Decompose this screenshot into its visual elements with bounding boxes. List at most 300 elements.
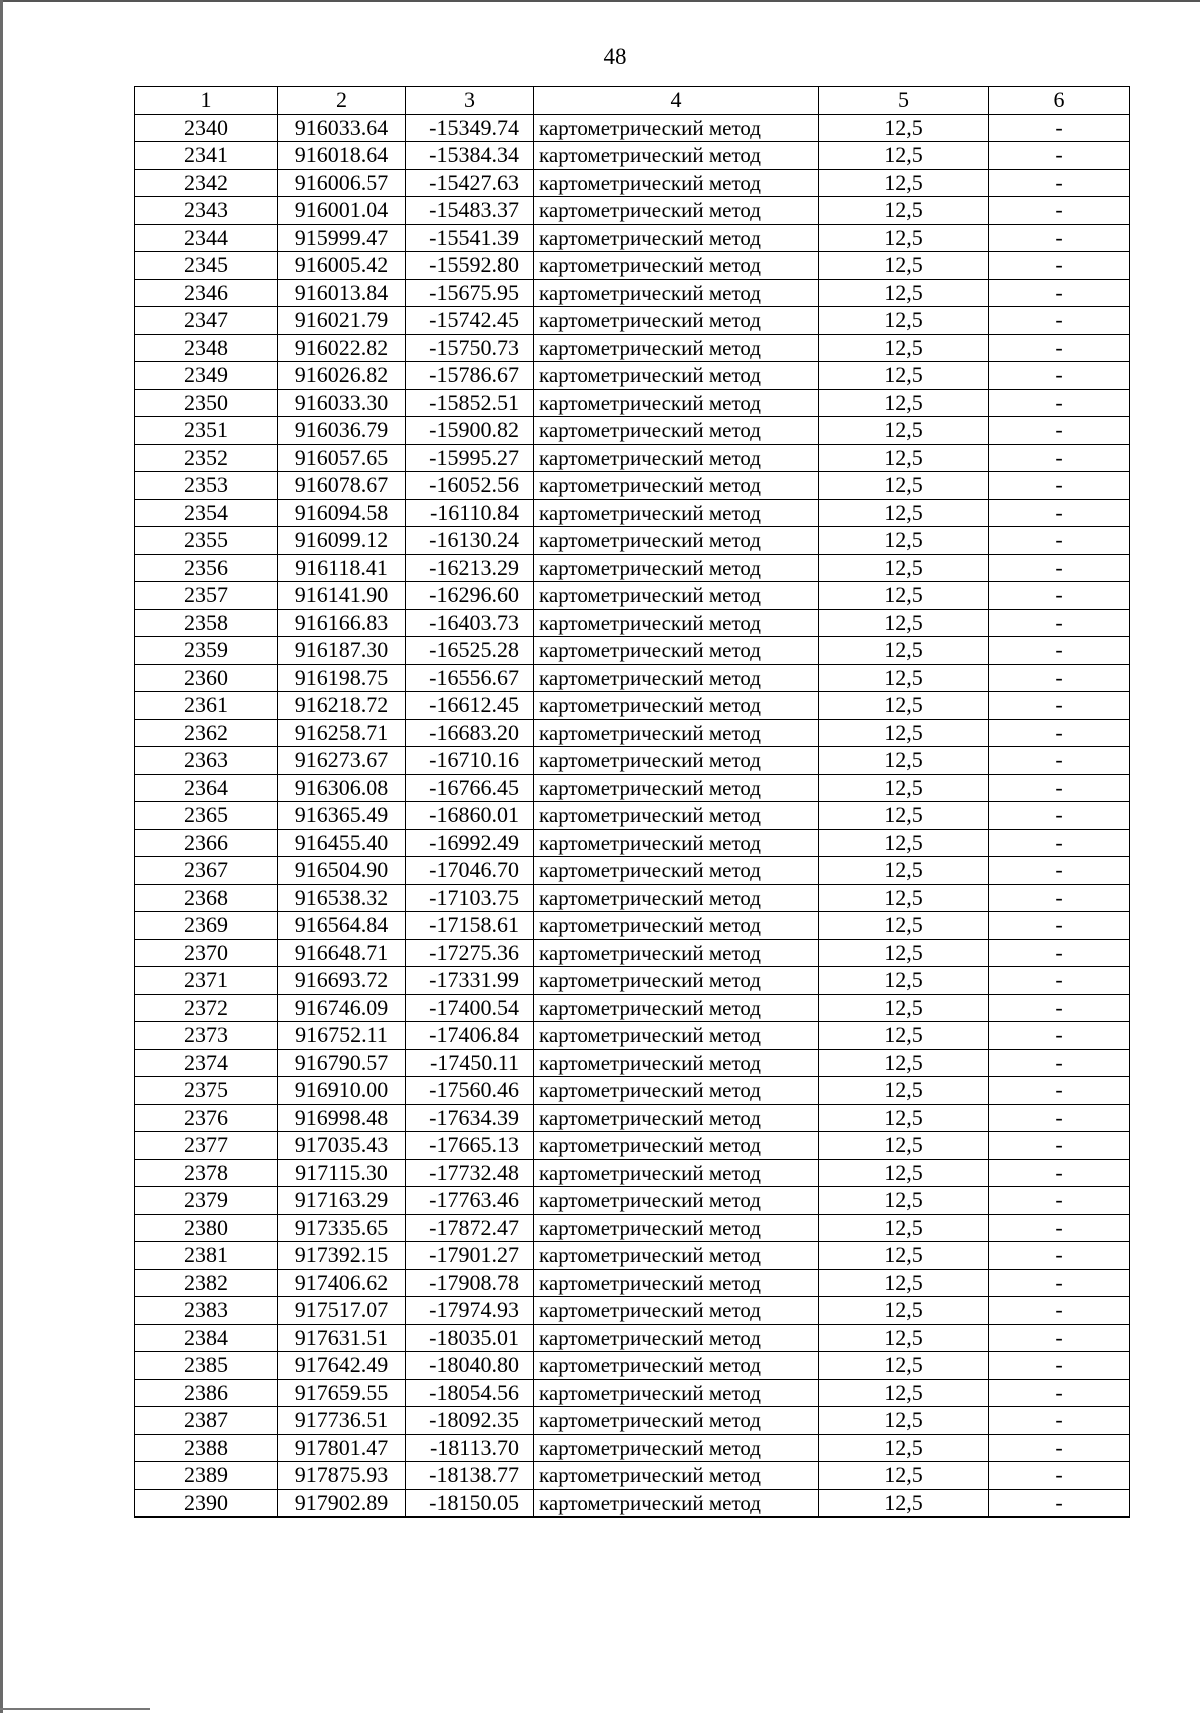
note-cell: - bbox=[989, 1022, 1130, 1050]
note-cell: - bbox=[989, 554, 1130, 582]
note-cell: - bbox=[989, 802, 1130, 830]
table-row bbox=[135, 912, 1130, 940]
method-cell: картометрический метод bbox=[534, 499, 819, 527]
x-coordinate-cell: 916998.48 bbox=[278, 1104, 406, 1132]
y-coordinate-cell: -17634.39 bbox=[406, 1104, 534, 1132]
x-coordinate-cell: 916166.83 bbox=[278, 609, 406, 637]
page-number: 48 bbox=[603, 44, 627, 69]
accuracy-cell: 12,5 bbox=[819, 1132, 989, 1160]
note-cell: - bbox=[989, 1434, 1130, 1462]
method-cell: картометрический метод bbox=[534, 1132, 819, 1160]
x-coordinate-cell: 916018.64 bbox=[278, 142, 406, 170]
scan-edge-bottom bbox=[0, 1708, 150, 1710]
method-cell: картометрический метод bbox=[534, 582, 819, 610]
accuracy-cell: 12,5 bbox=[819, 912, 989, 940]
y-coordinate-cell: -17665.13 bbox=[406, 1132, 534, 1160]
method-cell: картометрический метод bbox=[534, 279, 819, 307]
note-cell: - bbox=[989, 1462, 1130, 1490]
method-cell: картометрический метод bbox=[534, 1407, 819, 1435]
table-row bbox=[135, 1077, 1130, 1105]
accuracy-cell: 12,5 bbox=[819, 1379, 989, 1407]
x-coordinate-cell: 916006.57 bbox=[278, 169, 406, 197]
accuracy-cell: 12,5 bbox=[819, 884, 989, 912]
point-number-cell: 2344 bbox=[135, 224, 278, 252]
table-row bbox=[135, 967, 1130, 995]
accuracy-cell: 12,5 bbox=[819, 1159, 989, 1187]
table-row bbox=[135, 1489, 1130, 1517]
method-cell: картометрический метод bbox=[534, 1269, 819, 1297]
y-coordinate-cell: -16556.67 bbox=[406, 664, 534, 692]
note-cell: - bbox=[989, 1297, 1130, 1325]
y-coordinate-cell: -17450.11 bbox=[406, 1049, 534, 1077]
note-cell: - bbox=[989, 1407, 1130, 1435]
note-cell: - bbox=[989, 197, 1130, 225]
accuracy-cell: 12,5 bbox=[819, 224, 989, 252]
accuracy-cell: 12,5 bbox=[819, 1462, 989, 1490]
x-coordinate-cell: 917875.93 bbox=[278, 1462, 406, 1490]
y-coordinate-cell: -17974.93 bbox=[406, 1297, 534, 1325]
accuracy-cell: 12,5 bbox=[819, 747, 989, 775]
accuracy-cell: 12,5 bbox=[819, 582, 989, 610]
method-cell: картометрический метод bbox=[534, 114, 819, 142]
accuracy-cell: 12,5 bbox=[819, 1489, 989, 1517]
accuracy-cell: 12,5 bbox=[819, 774, 989, 802]
method-cell: картометрический метод bbox=[534, 1104, 819, 1132]
table-row bbox=[135, 417, 1130, 445]
method-cell: картометрический метод bbox=[534, 197, 819, 225]
y-coordinate-cell: -15675.95 bbox=[406, 279, 534, 307]
y-coordinate-cell: -16710.16 bbox=[406, 747, 534, 775]
table-row bbox=[135, 444, 1130, 472]
y-coordinate-cell: -16992.49 bbox=[406, 829, 534, 857]
accuracy-cell: 12,5 bbox=[819, 994, 989, 1022]
x-coordinate-cell: 917642.49 bbox=[278, 1352, 406, 1380]
accuracy-cell: 12,5 bbox=[819, 252, 989, 280]
point-number-cell: 2373 bbox=[135, 1022, 278, 1050]
point-number-cell: 2359 bbox=[135, 637, 278, 665]
note-cell: - bbox=[989, 169, 1130, 197]
note-cell: - bbox=[989, 307, 1130, 335]
x-coordinate-cell: 917335.65 bbox=[278, 1214, 406, 1242]
y-coordinate-cell: -15900.82 bbox=[406, 417, 534, 445]
note-cell: - bbox=[989, 939, 1130, 967]
table-row bbox=[135, 692, 1130, 720]
accuracy-cell: 12,5 bbox=[819, 307, 989, 335]
table-row bbox=[135, 719, 1130, 747]
accuracy-cell: 12,5 bbox=[819, 719, 989, 747]
column-header-4: 4 bbox=[534, 87, 819, 115]
scan-edge-top bbox=[0, 0, 1200, 2]
method-cell: картометрический метод bbox=[534, 1352, 819, 1380]
point-number-cell: 2376 bbox=[135, 1104, 278, 1132]
table-row bbox=[135, 1462, 1130, 1490]
method-cell: картометрический метод bbox=[534, 389, 819, 417]
y-coordinate-cell: -17732.48 bbox=[406, 1159, 534, 1187]
note-cell: - bbox=[989, 912, 1130, 940]
point-number-cell: 2378 bbox=[135, 1159, 278, 1187]
accuracy-cell: 12,5 bbox=[819, 499, 989, 527]
method-cell: картометрический метод bbox=[534, 472, 819, 500]
x-coordinate-cell: 915999.47 bbox=[278, 224, 406, 252]
note-cell: - bbox=[989, 224, 1130, 252]
x-coordinate-cell: 917517.07 bbox=[278, 1297, 406, 1325]
note-cell: - bbox=[989, 1379, 1130, 1407]
x-coordinate-cell: 916746.09 bbox=[278, 994, 406, 1022]
table-row bbox=[135, 389, 1130, 417]
y-coordinate-cell: -17103.75 bbox=[406, 884, 534, 912]
x-coordinate-cell: 916099.12 bbox=[278, 527, 406, 555]
table-row bbox=[135, 1104, 1130, 1132]
table-row bbox=[135, 169, 1130, 197]
point-number-cell: 2350 bbox=[135, 389, 278, 417]
note-cell: - bbox=[989, 1489, 1130, 1517]
y-coordinate-cell: -16612.45 bbox=[406, 692, 534, 720]
method-cell: картометрический метод bbox=[534, 994, 819, 1022]
accuracy-cell: 12,5 bbox=[819, 114, 989, 142]
table-row bbox=[135, 554, 1130, 582]
x-coordinate-cell: 916005.42 bbox=[278, 252, 406, 280]
table-row bbox=[135, 747, 1130, 775]
table-row bbox=[135, 637, 1130, 665]
x-coordinate-cell: 916033.30 bbox=[278, 389, 406, 417]
x-coordinate-cell: 916057.65 bbox=[278, 444, 406, 472]
method-cell: картометрический метод bbox=[534, 1462, 819, 1490]
point-number-cell: 2379 bbox=[135, 1187, 278, 1215]
column-header-3: 3 bbox=[406, 87, 534, 115]
note-cell: - bbox=[989, 114, 1130, 142]
y-coordinate-cell: -16860.01 bbox=[406, 802, 534, 830]
point-number-cell: 2377 bbox=[135, 1132, 278, 1160]
y-coordinate-cell: -17275.36 bbox=[406, 939, 534, 967]
table-header bbox=[135, 87, 1130, 115]
table-row bbox=[135, 802, 1130, 830]
y-coordinate-cell: -17872.47 bbox=[406, 1214, 534, 1242]
method-cell: картометрический метод bbox=[534, 802, 819, 830]
point-number-cell: 2380 bbox=[135, 1214, 278, 1242]
note-cell: - bbox=[989, 1187, 1130, 1215]
note-cell: - bbox=[989, 142, 1130, 170]
y-coordinate-cell: -17158.61 bbox=[406, 912, 534, 940]
accuracy-cell: 12,5 bbox=[819, 1187, 989, 1215]
y-coordinate-cell: -18035.01 bbox=[406, 1324, 534, 1352]
accuracy-cell: 12,5 bbox=[819, 609, 989, 637]
method-cell: картометрический метод bbox=[534, 1489, 819, 1517]
point-number-cell: 2351 bbox=[135, 417, 278, 445]
y-coordinate-cell: -18054.56 bbox=[406, 1379, 534, 1407]
method-cell: картометрический метод bbox=[534, 334, 819, 362]
y-coordinate-cell: -15852.51 bbox=[406, 389, 534, 417]
method-cell: картометрический метод bbox=[534, 1022, 819, 1050]
y-coordinate-cell: -15786.67 bbox=[406, 362, 534, 390]
note-cell: - bbox=[989, 609, 1130, 637]
accuracy-cell: 12,5 bbox=[819, 1352, 989, 1380]
table-row bbox=[135, 1269, 1130, 1297]
method-cell: картометрический метод bbox=[534, 417, 819, 445]
table-row bbox=[135, 279, 1130, 307]
table-row bbox=[135, 774, 1130, 802]
table-body bbox=[135, 114, 1130, 1517]
y-coordinate-cell: -17331.99 bbox=[406, 967, 534, 995]
point-number-cell: 2390 bbox=[135, 1489, 278, 1517]
accuracy-cell: 12,5 bbox=[819, 802, 989, 830]
table-row bbox=[135, 829, 1130, 857]
y-coordinate-cell: -18138.77 bbox=[406, 1462, 534, 1490]
note-cell: - bbox=[989, 279, 1130, 307]
method-cell: картометрический метод bbox=[534, 1187, 819, 1215]
table-row bbox=[135, 1187, 1130, 1215]
note-cell: - bbox=[989, 1132, 1130, 1160]
method-cell: картометрический метод bbox=[534, 1049, 819, 1077]
method-cell: картометрический метод bbox=[534, 829, 819, 857]
method-cell: картометрический метод bbox=[534, 637, 819, 665]
x-coordinate-cell: 917163.29 bbox=[278, 1187, 406, 1215]
coordinates-table bbox=[134, 86, 1130, 1518]
x-coordinate-cell: 916538.32 bbox=[278, 884, 406, 912]
method-cell: картометрический метод bbox=[534, 362, 819, 390]
x-coordinate-cell: 916036.79 bbox=[278, 417, 406, 445]
method-cell: картометрический метод bbox=[534, 224, 819, 252]
point-number-cell: 2352 bbox=[135, 444, 278, 472]
accuracy-cell: 12,5 bbox=[819, 279, 989, 307]
note-cell: - bbox=[989, 884, 1130, 912]
x-coordinate-cell: 917659.55 bbox=[278, 1379, 406, 1407]
point-number-cell: 2361 bbox=[135, 692, 278, 720]
x-coordinate-cell: 916455.40 bbox=[278, 829, 406, 857]
point-number-cell: 2367 bbox=[135, 857, 278, 885]
accuracy-cell: 12,5 bbox=[819, 417, 989, 445]
method-cell: картометрический метод bbox=[534, 939, 819, 967]
table-row bbox=[135, 1214, 1130, 1242]
x-coordinate-cell: 916648.71 bbox=[278, 939, 406, 967]
y-coordinate-cell: -16403.73 bbox=[406, 609, 534, 637]
accuracy-cell: 12,5 bbox=[819, 554, 989, 582]
method-cell: картометрический метод bbox=[534, 1379, 819, 1407]
y-coordinate-cell: -16052.56 bbox=[406, 472, 534, 500]
x-coordinate-cell: 917902.89 bbox=[278, 1489, 406, 1517]
accuracy-cell: 12,5 bbox=[819, 362, 989, 390]
table-row bbox=[135, 1242, 1130, 1270]
table-row bbox=[135, 1132, 1130, 1160]
method-cell: картометрический метод bbox=[534, 719, 819, 747]
method-cell: картометрический метод bbox=[534, 1297, 819, 1325]
table-row bbox=[135, 884, 1130, 912]
y-coordinate-cell: -17763.46 bbox=[406, 1187, 534, 1215]
x-coordinate-cell: 916187.30 bbox=[278, 637, 406, 665]
point-number-cell: 2356 bbox=[135, 554, 278, 582]
table-row bbox=[135, 224, 1130, 252]
y-coordinate-cell: -17908.78 bbox=[406, 1269, 534, 1297]
method-cell: картометрический метод bbox=[534, 307, 819, 335]
note-cell: - bbox=[989, 994, 1130, 1022]
column-header-6: 6 bbox=[989, 87, 1130, 115]
x-coordinate-cell: 916141.90 bbox=[278, 582, 406, 610]
x-coordinate-cell: 916078.67 bbox=[278, 472, 406, 500]
method-cell: картометрический метод bbox=[534, 527, 819, 555]
point-number-cell: 2365 bbox=[135, 802, 278, 830]
table-row bbox=[135, 609, 1130, 637]
x-coordinate-cell: 916564.84 bbox=[278, 912, 406, 940]
accuracy-cell: 12,5 bbox=[819, 664, 989, 692]
accuracy-cell: 12,5 bbox=[819, 1324, 989, 1352]
accuracy-cell: 12,5 bbox=[819, 169, 989, 197]
x-coordinate-cell: 917115.30 bbox=[278, 1159, 406, 1187]
note-cell: - bbox=[989, 444, 1130, 472]
x-coordinate-cell: 917736.51 bbox=[278, 1407, 406, 1435]
method-cell: картометрический метод bbox=[534, 692, 819, 720]
x-coordinate-cell: 916026.82 bbox=[278, 362, 406, 390]
header-row bbox=[135, 87, 1130, 115]
table-row bbox=[135, 499, 1130, 527]
point-number-cell: 2362 bbox=[135, 719, 278, 747]
x-coordinate-cell: 917406.62 bbox=[278, 1269, 406, 1297]
accuracy-cell: 12,5 bbox=[819, 967, 989, 995]
method-cell: картометрический метод bbox=[534, 1077, 819, 1105]
y-coordinate-cell: -17400.54 bbox=[406, 994, 534, 1022]
note-cell: - bbox=[989, 334, 1130, 362]
accuracy-cell: 12,5 bbox=[819, 857, 989, 885]
accuracy-cell: 12,5 bbox=[819, 334, 989, 362]
note-cell: - bbox=[989, 1049, 1130, 1077]
method-cell: картометрический метод bbox=[534, 884, 819, 912]
y-coordinate-cell: -15427.63 bbox=[406, 169, 534, 197]
accuracy-cell: 12,5 bbox=[819, 527, 989, 555]
note-cell: - bbox=[989, 472, 1130, 500]
y-coordinate-cell: -15750.73 bbox=[406, 334, 534, 362]
table-row bbox=[135, 1049, 1130, 1077]
y-coordinate-cell: -15349.74 bbox=[406, 114, 534, 142]
column-header-1: 1 bbox=[135, 87, 278, 115]
point-number-cell: 2363 bbox=[135, 747, 278, 775]
note-cell: - bbox=[989, 857, 1130, 885]
method-cell: картометрический метод bbox=[534, 664, 819, 692]
scan-edge-left bbox=[0, 0, 3, 1713]
y-coordinate-cell: -17901.27 bbox=[406, 1242, 534, 1270]
note-cell: - bbox=[989, 1269, 1130, 1297]
x-coordinate-cell: 916910.00 bbox=[278, 1077, 406, 1105]
method-cell: картометрический метод bbox=[534, 142, 819, 170]
x-coordinate-cell: 916001.04 bbox=[278, 197, 406, 225]
column-header-2: 2 bbox=[278, 87, 406, 115]
note-cell: - bbox=[989, 1077, 1130, 1105]
point-number-cell: 2345 bbox=[135, 252, 278, 280]
point-number-cell: 2389 bbox=[135, 1462, 278, 1490]
y-coordinate-cell: -16213.29 bbox=[406, 554, 534, 582]
note-cell: - bbox=[989, 252, 1130, 280]
y-coordinate-cell: -16683.20 bbox=[406, 719, 534, 747]
accuracy-cell: 12,5 bbox=[819, 1242, 989, 1270]
x-coordinate-cell: 917392.15 bbox=[278, 1242, 406, 1270]
x-coordinate-cell: 916094.58 bbox=[278, 499, 406, 527]
x-coordinate-cell: 916365.49 bbox=[278, 802, 406, 830]
table-row bbox=[135, 994, 1130, 1022]
point-number-cell: 2340 bbox=[135, 114, 278, 142]
note-cell: - bbox=[989, 719, 1130, 747]
method-cell: картометрический метод bbox=[534, 554, 819, 582]
method-cell: картометрический метод bbox=[534, 912, 819, 940]
method-cell: картометрический метод bbox=[534, 747, 819, 775]
note-cell: - bbox=[989, 1159, 1130, 1187]
y-coordinate-cell: -15592.80 bbox=[406, 252, 534, 280]
y-coordinate-cell: -17406.84 bbox=[406, 1022, 534, 1050]
note-cell: - bbox=[989, 747, 1130, 775]
point-number-cell: 2355 bbox=[135, 527, 278, 555]
note-cell: - bbox=[989, 1104, 1130, 1132]
y-coordinate-cell: -16525.28 bbox=[406, 637, 534, 665]
method-cell: картометрический метод bbox=[534, 1214, 819, 1242]
note-cell: - bbox=[989, 362, 1130, 390]
point-number-cell: 2369 bbox=[135, 912, 278, 940]
accuracy-cell: 12,5 bbox=[819, 444, 989, 472]
method-cell: картометрический метод bbox=[534, 967, 819, 995]
note-cell: - bbox=[989, 417, 1130, 445]
table-row bbox=[135, 664, 1130, 692]
point-number-cell: 2343 bbox=[135, 197, 278, 225]
accuracy-cell: 12,5 bbox=[819, 142, 989, 170]
y-coordinate-cell: -17560.46 bbox=[406, 1077, 534, 1105]
point-number-cell: 2371 bbox=[135, 967, 278, 995]
table-row bbox=[135, 114, 1130, 142]
table-row bbox=[135, 1352, 1130, 1380]
method-cell: картометрический метод bbox=[534, 1159, 819, 1187]
point-number-cell: 2386 bbox=[135, 1379, 278, 1407]
table-row bbox=[135, 197, 1130, 225]
point-number-cell: 2384 bbox=[135, 1324, 278, 1352]
table-row bbox=[135, 1407, 1130, 1435]
x-coordinate-cell: 916021.79 bbox=[278, 307, 406, 335]
point-number-cell: 2341 bbox=[135, 142, 278, 170]
table-row bbox=[135, 334, 1130, 362]
note-cell: - bbox=[989, 582, 1130, 610]
accuracy-cell: 12,5 bbox=[819, 1049, 989, 1077]
accuracy-cell: 12,5 bbox=[819, 939, 989, 967]
accuracy-cell: 12,5 bbox=[819, 637, 989, 665]
accuracy-cell: 12,5 bbox=[819, 1407, 989, 1435]
accuracy-cell: 12,5 bbox=[819, 1104, 989, 1132]
point-number-cell: 2375 bbox=[135, 1077, 278, 1105]
x-coordinate-cell: 917631.51 bbox=[278, 1324, 406, 1352]
x-coordinate-cell: 916504.90 bbox=[278, 857, 406, 885]
table-row bbox=[135, 472, 1130, 500]
column-header-5: 5 bbox=[819, 87, 989, 115]
y-coordinate-cell: -15483.37 bbox=[406, 197, 534, 225]
point-number-cell: 2342 bbox=[135, 169, 278, 197]
point-number-cell: 2349 bbox=[135, 362, 278, 390]
x-coordinate-cell: 916752.11 bbox=[278, 1022, 406, 1050]
point-number-cell: 2366 bbox=[135, 829, 278, 857]
note-cell: - bbox=[989, 1352, 1130, 1380]
accuracy-cell: 12,5 bbox=[819, 1214, 989, 1242]
table-row bbox=[135, 307, 1130, 335]
y-coordinate-cell: -15995.27 bbox=[406, 444, 534, 472]
note-cell: - bbox=[989, 967, 1130, 995]
accuracy-cell: 12,5 bbox=[819, 389, 989, 417]
note-cell: - bbox=[989, 389, 1130, 417]
table-row bbox=[135, 857, 1130, 885]
note-cell: - bbox=[989, 664, 1130, 692]
y-coordinate-cell: -15742.45 bbox=[406, 307, 534, 335]
x-coordinate-cell: 917801.47 bbox=[278, 1434, 406, 1462]
table-row bbox=[135, 1434, 1130, 1462]
x-coordinate-cell: 916013.84 bbox=[278, 279, 406, 307]
method-cell: картометрический метод bbox=[534, 857, 819, 885]
x-coordinate-cell: 916198.75 bbox=[278, 664, 406, 692]
method-cell: картометрический метод bbox=[534, 774, 819, 802]
x-coordinate-cell: 916273.67 bbox=[278, 747, 406, 775]
method-cell: картометрический метод bbox=[534, 1242, 819, 1270]
y-coordinate-cell: -16130.24 bbox=[406, 527, 534, 555]
y-coordinate-cell: -18092.35 bbox=[406, 1407, 534, 1435]
table-row bbox=[135, 142, 1130, 170]
